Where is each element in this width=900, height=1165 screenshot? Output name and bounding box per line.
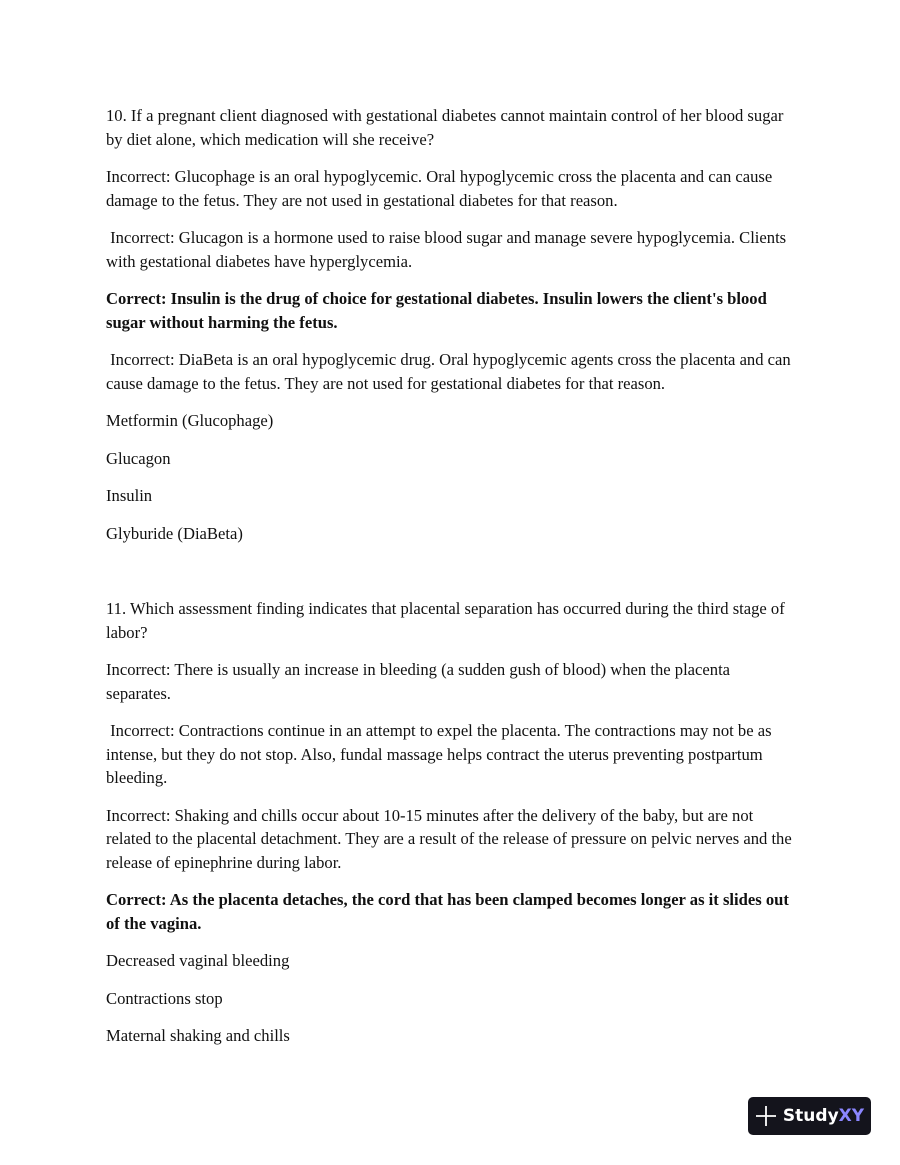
question-stem: 10. If a pregnant client diagnosed with gestational diabetes cannot maintain control of her blood sugar by diet alone, which medication will she receive?: [106, 106, 784, 149]
rationale-incorrect: Incorrect: Glucophage is an oral hypoglycemic. Oral hypoglycemic cross the placenta and can cause damage to the fetus. They are not used in gestational diabetes for that reason.: [106, 167, 773, 210]
rationale-incorrect: Incorrect: There is usually an increase in bleeding (a sudden gush of blood) when the placenta separates.: [106, 660, 731, 703]
answer-option: Glucagon: [106, 448, 171, 468]
logo-text: StudyXY: [782, 1106, 865, 1126]
question-spacer: [106, 559, 796, 597]
answer-option: Maternal shaking and chills: [106, 1026, 290, 1045]
rationale-incorrect: Incorrect: DiaBeta is an oral hypoglycemic drug. Oral hypoglycemic agents cross the placenta and can cause damage to the fetus. They are not used for gestational diabetes for that reason.: [106, 350, 795, 393]
answer-option: Glyburide (DiaBeta): [106, 523, 243, 543]
studyxy-logo[interactable]: [748, 1097, 871, 1135]
answer-option: Metformin (Glucophage): [106, 411, 274, 430]
rationale-incorrect: Incorrect: Shaking and chills occur about 10-15 minutes after the delivery of the baby, but are not related to the placental detachment. They are a result of the release of pressure on pelvic nerves and the release of epinephrine during labor.: [106, 805, 792, 872]
plus-icon: [755, 1105, 777, 1127]
question-stem: 11. Which assessment finding indicates that placental separation has occurred during the third stage of labor?: [106, 599, 785, 642]
rationale-correct: Correct: Insulin is the drug of choice for gestational diabetes. Insulin lowers the client's blood sugar without harming the fetus.: [106, 289, 767, 332]
answer-option: Decreased vaginal bleeding: [106, 951, 290, 970]
answer-option: Insulin: [106, 486, 153, 505]
rationale-incorrect: Incorrect: Glucagon is a hormone used to raise blood sugar and manage severe hypoglycemia. Clients with gestational diabetes have hyperglycemia.: [106, 228, 791, 271]
answer-option: Contractions stop: [106, 988, 223, 1008]
rationale-incorrect: Incorrect: Contractions continue in an attempt to expel the placenta. The contractions may not be as intense, but they do not stop. Also, fundal massage helps contract the uterus preventing postpartum bleeding.: [106, 721, 776, 787]
rationale-correct: Correct: As the placenta detaches, the cord that has been clamped becomes longer as it slides out of the vagina.: [106, 890, 789, 933]
document-page: [106, 104, 796, 1062]
